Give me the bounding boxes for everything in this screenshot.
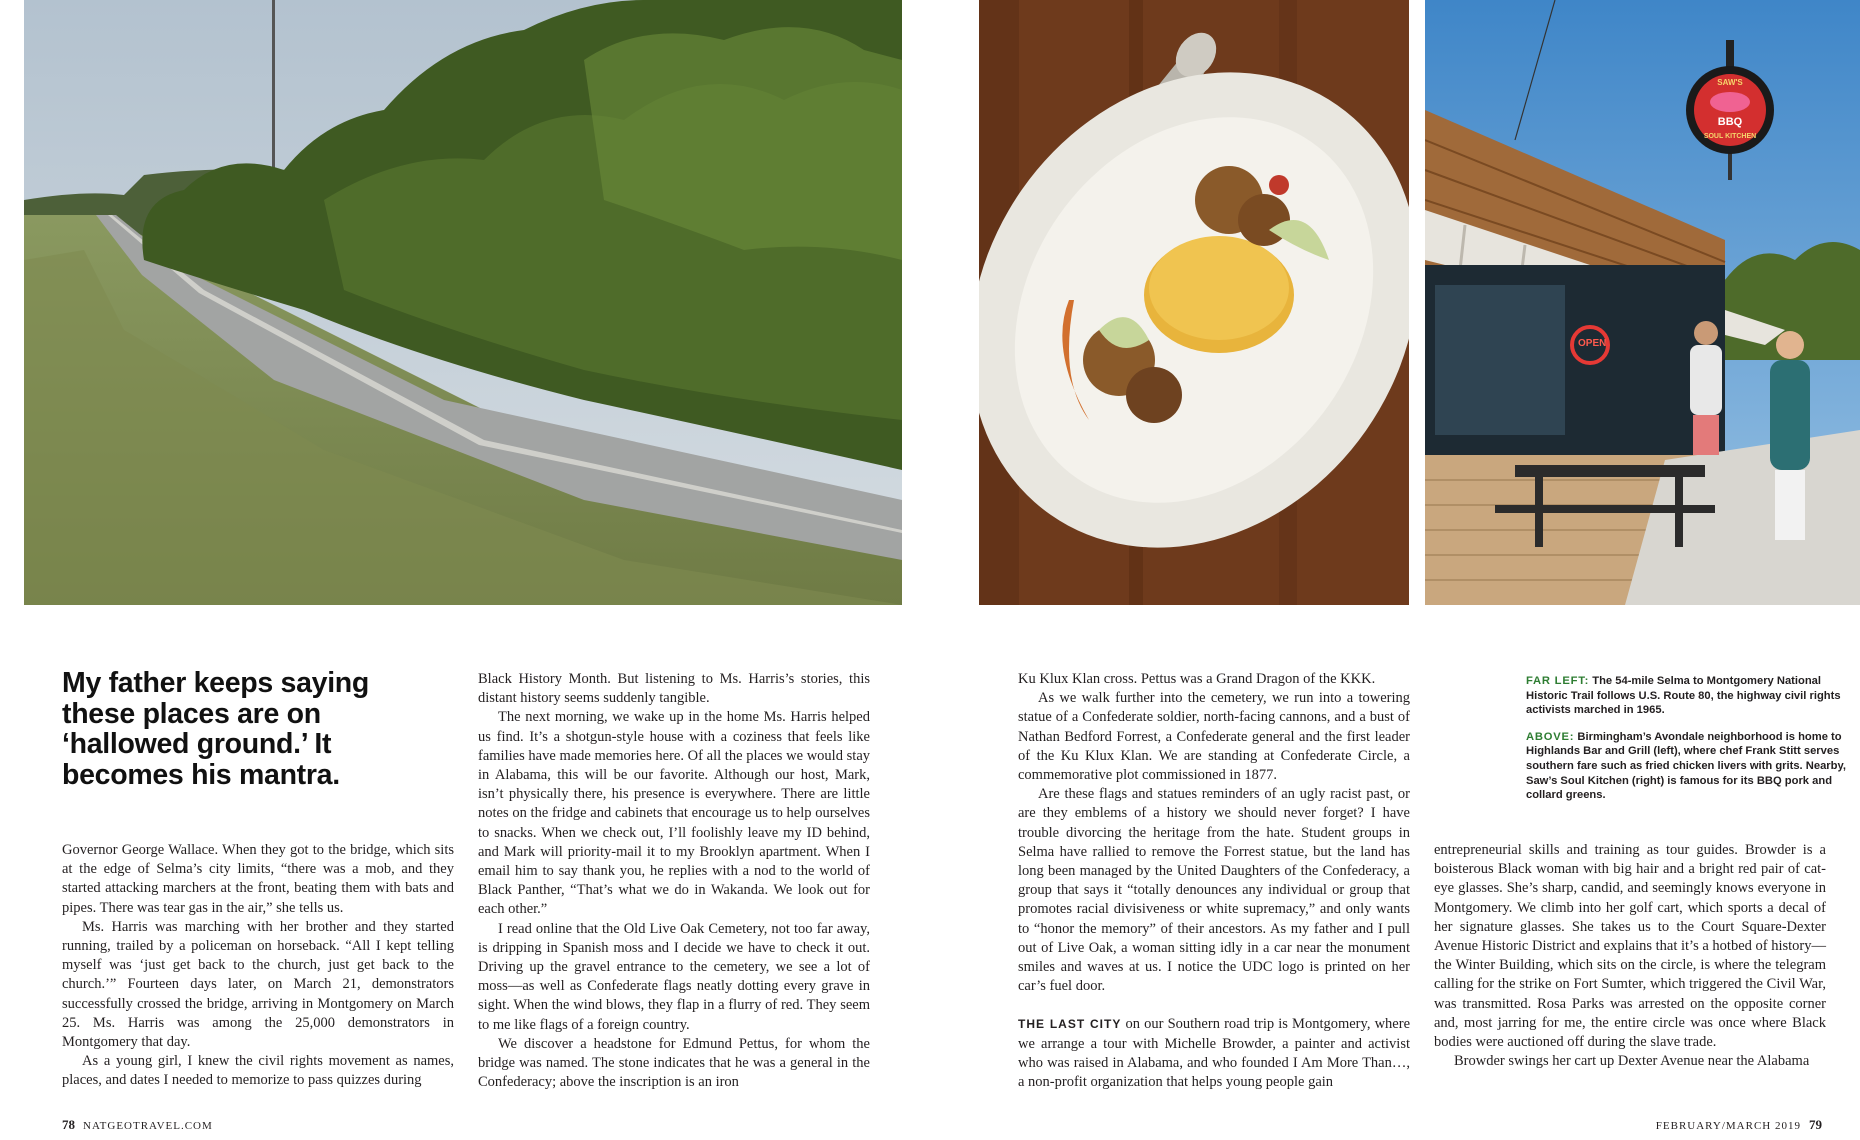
paragraph: entrepreneurial skills and training as tour guides. Browder is a boisterous Black woman with big hair and a bright red pair of cat-eye glasses. She’s sharp, candid, and seemingly knows everyone in Montgomery. We climb into her golf cart, which sports a decal of her signature glasses. She takes us to the Court Square-Dexter Avenue Historic District and explains that it’s a hotbed of history—the Winter Building, which sits on the circle, is where the telegram calling for the strike on Fort Sumter, which triggered the Civil War, was transmitted. Rosa Parks was arrested on the opposite corner and, most jarring for me, the entire circle was once where Black bodies were auctioned off during the slave trade. [1434,842,1826,1051]
caption-far-left-lead: FAR LEFT: [1526,675,1590,687]
paragraph: Black History Month. But listening to Ms. Harris’s stories, this distant history seems suddenly tangible. [478,671,870,707]
photo-captions [1526,674,1858,815]
section-text: on our Southern road trip is Montgomery, where we arrange a tour with Michelle Browder, a painter and activist who was raised in Alabama, and who founded I Am More Than…, a non-profit organization that helps young people gain [1018,1016,1410,1091]
paragraph: Browder swings her cart up Dexter Avenue near the Alabama [1454,1053,1810,1070]
site-url: NATGEOTRAVEL.COM [83,1120,213,1132]
paragraph: As we walk further into the cemetery, we run into a towering statue of a Confederate soldier, north-facing cannons, and a bust of Nathan Bedford Forrest, a Confederate general and the first leader of the Ku Klux Klan. We are standing at Confederate Circle, a commemorative plot commissioned in 1877. [1018,690,1410,784]
paragraph: As a young girl, I knew the civil rights movement as names, places, and dates I needed to memorize to pass quizzes during [62,1053,454,1089]
paragraph: Ku Klux Klan cross. Pettus was a Grand Dragon of the KKK. [1018,671,1376,687]
photo-food-plate [979,0,1409,605]
page-number-right: 79 [1809,1117,1822,1132]
section-lead: THE LAST CITY [1018,1017,1122,1032]
paragraph: Are these flags and statues reminders of an ugly racist past, or are they emblems of a history we should never forget? I have trouble divorcing the heritage from the hate. Student groups in Selma have rallied to remove the Forrest statue, but the land has long been managed by the United Daughters of the Confederacy, a group that says it “totally denounces any individual or group that promotes racial divisiveness or white supremacy,” and only wants to “honor the memory” of their ancestors. As my father and I pull out of Live Oak, a woman sitting idly in a car near the monument smiles and waves at us. I notice the UDC logo is printed on her car’s fuel door. [1018,786,1410,995]
pull-quote: My father keeps saying these places are on ‘hallowed ground.’ It becomes his mantra. [62,667,370,791]
body-column-2 [478,670,870,1092]
caption-above-lead: ABOVE: [1526,730,1575,743]
caption-far-left [1526,674,1858,718]
caption-above-text: Birmingham’s Avondale neighborhood is home to Highlands Bar and Grill (left), where chef Frank Stitt serves southern fare such as fried chicken livers with grits. Nearby, Saw’s Soul Kitchen (right) is famous for its BBQ pork and collard greens. [1526,730,1846,802]
open-sign: OPEN [1578,338,1607,349]
bbq-sign-text: BBQ [1717,116,1743,128]
bbq-sign [1680,40,1780,180]
paragraph: Governor George Wallace. When they got to the bridge, which sits at the edge of Selma’s city limits, “there was a mob, and they started attacking marchers at the front, beating them with bats and pipes. There was tear gas in the air,” she tells us. [62,842,454,916]
folio-right [1656,1117,1822,1133]
bbq-sign-top-text: SAW'S [1717,78,1743,87]
section-paragraph [1018,1015,1410,1092]
paragraph: Ms. Harris was marching with her brother and they started running, trailed by a policeman on horseback. “All I kept telling myself was ‘just get back to the church, just get back to the church.’” Fourteen days later, on March 21, demonstrators successfully crossed the bridge, arriving in Montgomery on March 25. Ms. Harris was among the 25,000 demonstrators in Montgomery that day. [62,918,454,1051]
body-column-4 [1434,841,1826,1071]
folio-left [62,1117,213,1133]
bbq-sign-bottom-text: SOUL KITCHEN [1703,133,1757,140]
photo-bbq-restaurant [1425,0,1860,605]
paragraph: We discover a headstone for Edmund Pettus, for whom the bridge was named. The stone indicates that he was a general in the Confederacy; above the inscription is an iron [478,1035,870,1091]
caption-above [1526,730,1858,803]
paragraph: The next morning, we wake up in the home Ms. Harris helped us find. It’s a shotgun-style house with a coziness that feels like families have made memories here. Of all the places we would stay in Alabama, this will be our favorite. Although our host, Mark, isn’t physically there, his presence is everywhere. There are little notes on the fridge and cabinets that encourage us to help ourselves to snacks. When we check out, I’ll foolishly leave my ID behind, and Mark will priority-mail it to my Brooklyn apartment. When I email him to say thank you, he replies with a nod to the world of Black Panther, “That’s what we do in Wakanda. We look out for each other.” [478,709,870,918]
photo-highway-road [24,0,902,605]
issue-date: FEBRUARY/MARCH 2019 [1655,1120,1801,1132]
page-number-left: 78 [62,1117,75,1132]
paragraph: I read online that the Old Live Oak Cemetery, not too far away, is dripping in Spanish moss and I decide we have to check it out. Driving up the gravel entrance to the cemetery, we see a lot of moss—as well as Confederate flags neatly dotting every grave in sight. When the wind blows, they flap in a flurry of red. They seem to me like flags of a foreign country. [478,920,870,1033]
body-column-3 [1018,670,1410,1092]
caption-far-left-text: The 54-mile Selma to Montgomery National Historic Trail follows U.S. Route 80, the highway civil rights activists marched in 1965. [1526,675,1841,717]
body-column-1 [62,841,454,1091]
